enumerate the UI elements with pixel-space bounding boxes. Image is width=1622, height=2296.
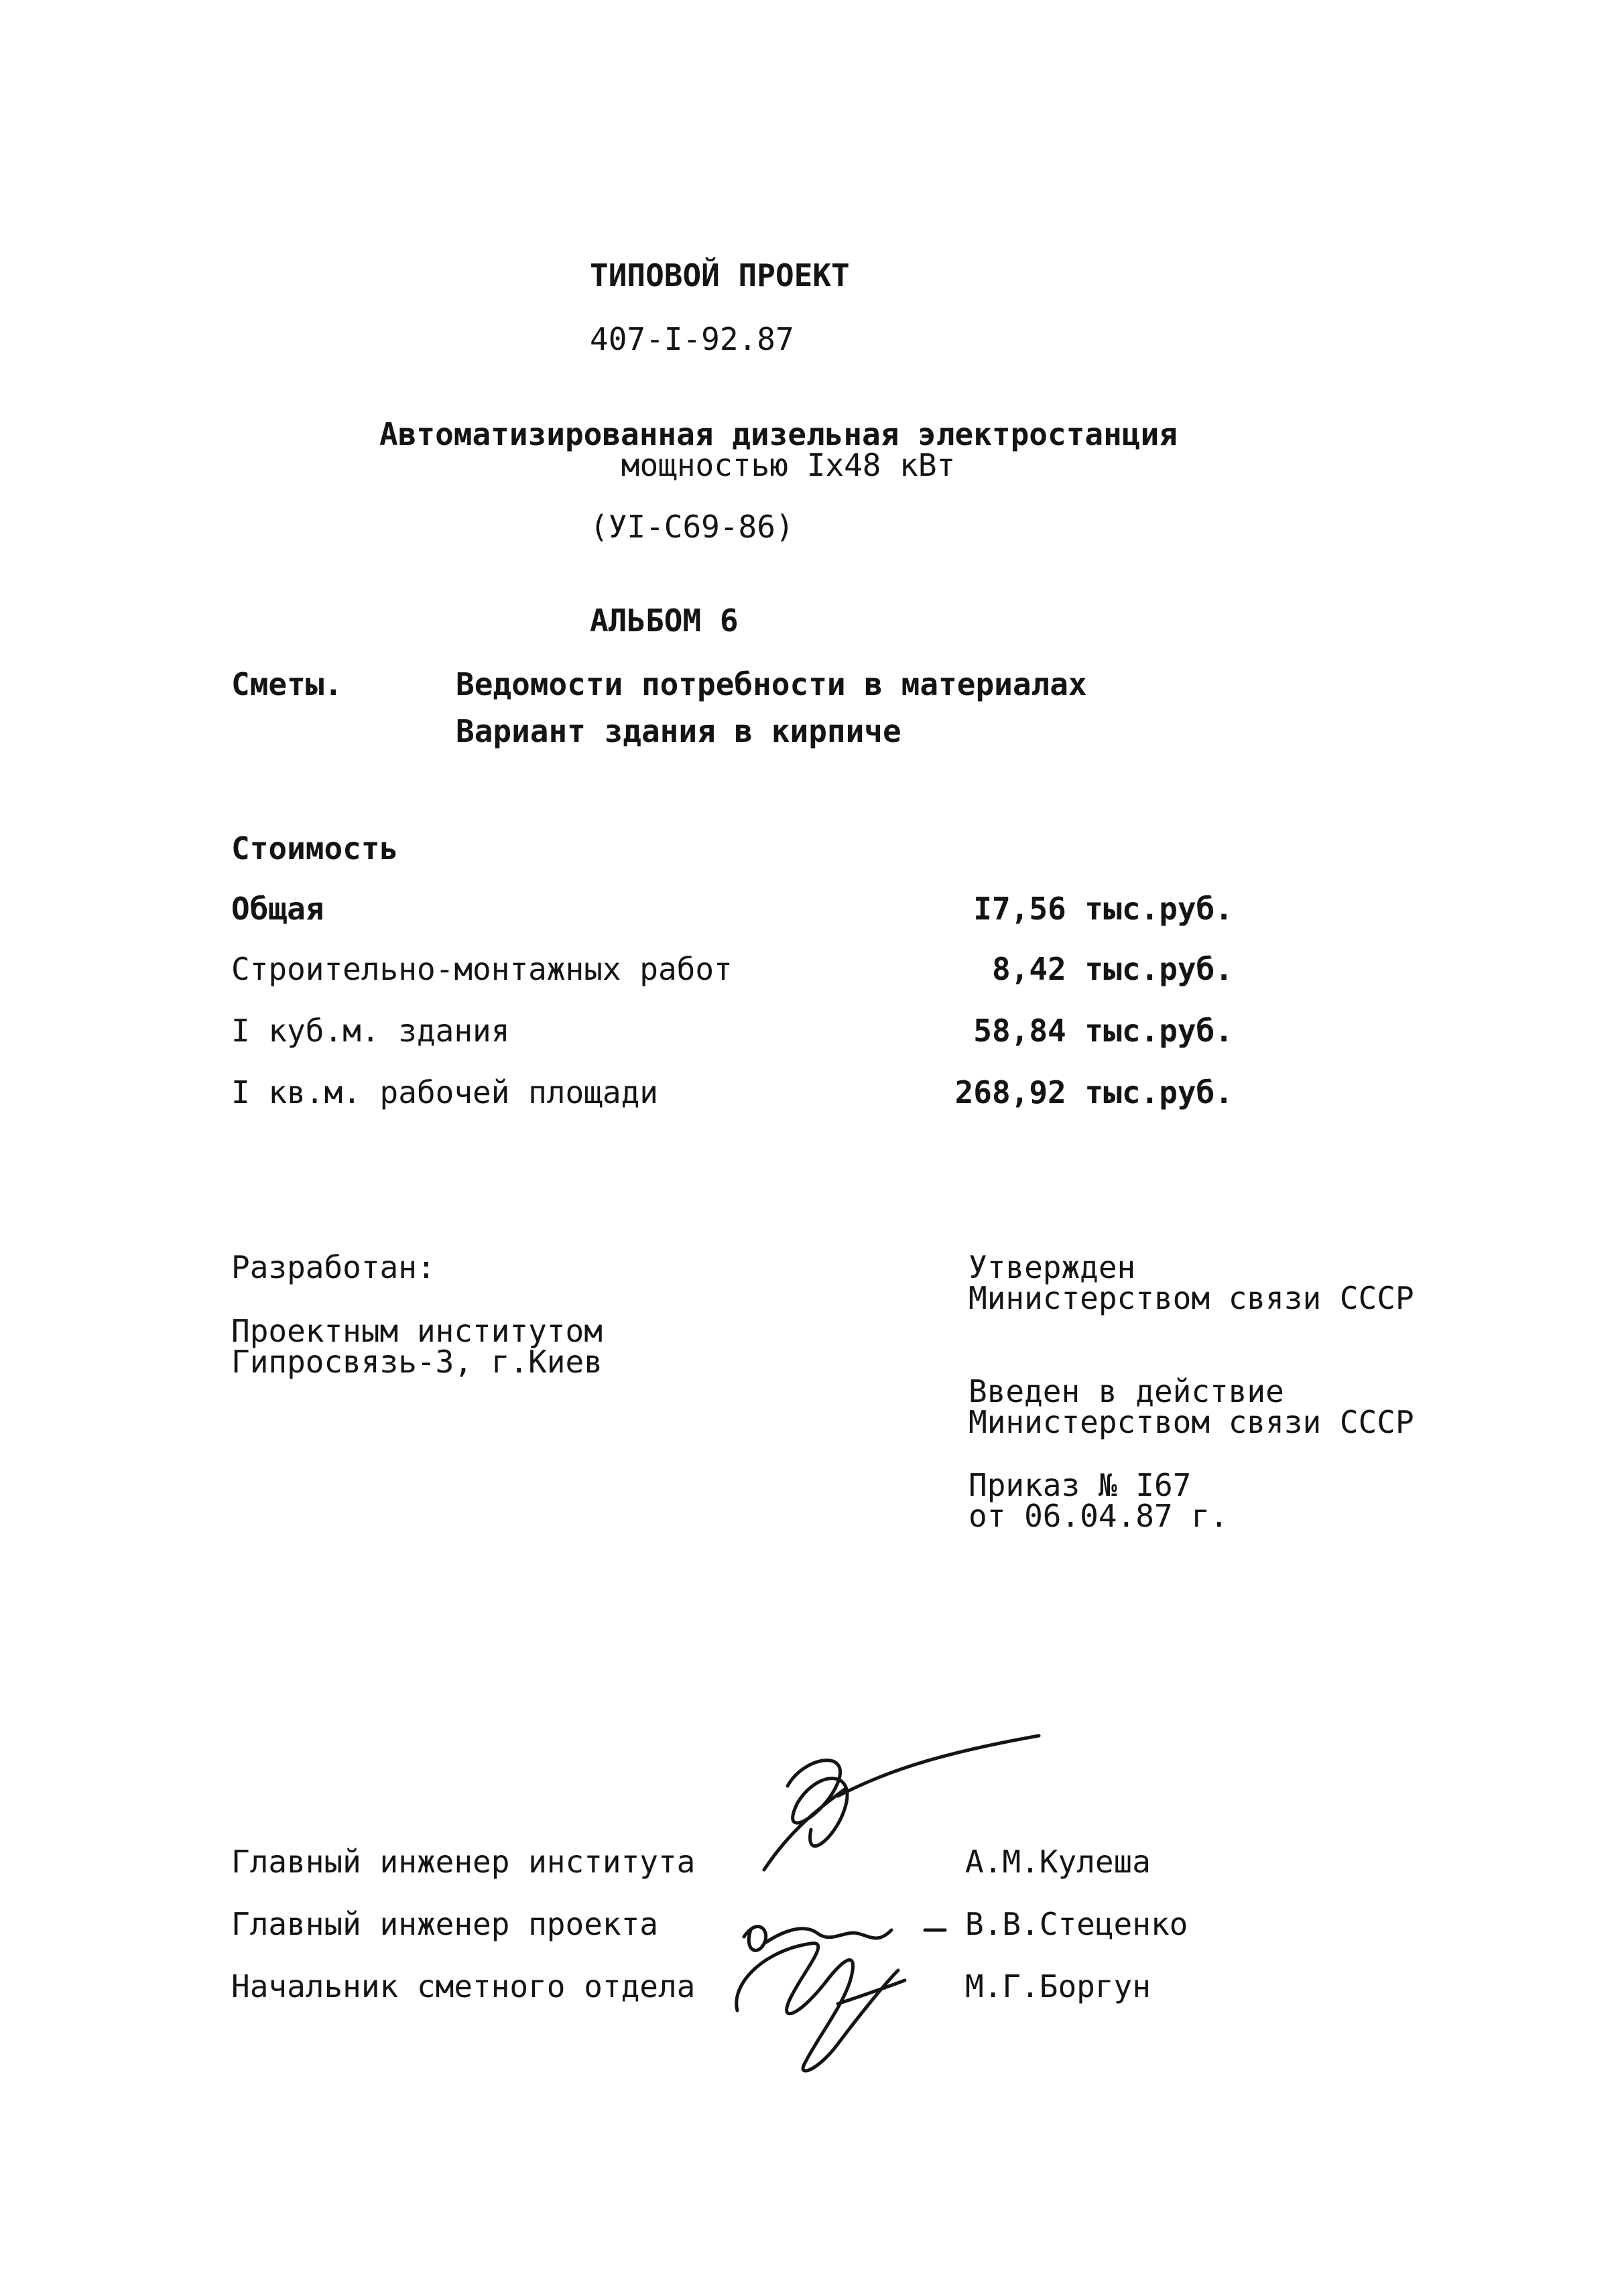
cost-row-value: 58,84 тыс.руб. <box>973 1013 1233 1049</box>
handwritten-signatures <box>724 1729 1072 2091</box>
developer-label: Разработан: <box>231 1249 436 1285</box>
signature-stroke <box>744 1927 945 1951</box>
signature-stroke <box>737 1943 905 2071</box>
order-line-2: от 06.04.87 г. <box>969 1498 1229 1534</box>
document-type: ТИПОВОЙ ПРОЕКТ <box>590 257 850 294</box>
cost-row-value: 8,42 тыс.руб. <box>991 951 1233 987</box>
signature-role: Начальник сметного отдела <box>231 1968 696 2004</box>
signature-name: В.В.Стеценко <box>965 1906 1188 1942</box>
cost-row-label: I кв.м. рабочей площади <box>231 1074 658 1110</box>
signature-name: А.М.Кулеша <box>965 1844 1151 1880</box>
approved-line-1: Утвержден <box>969 1249 1136 1285</box>
enacted-line-2: Министерством связи СССР <box>969 1404 1414 1440</box>
project-title-line-1: Автоматизированная дизельная электростанция <box>379 416 1178 452</box>
order-line-1: Приказ № I67 <box>969 1467 1192 1503</box>
cost-row-value: 268,92 тыс.руб. <box>954 1074 1233 1110</box>
album-number: АЛЬБОМ 6 <box>590 602 739 639</box>
cost-row-label: I куб.м. здания <box>231 1013 510 1049</box>
document-number: 407-I-92.87 <box>590 321 794 357</box>
section-label: Сметы. <box>231 666 343 702</box>
section-title-line-2: Вариант здания в кирпиче <box>456 713 901 749</box>
cost-row-value: I7,56 тыс.руб. <box>973 891 1233 927</box>
signature-name: М.Г.Боргун <box>965 1968 1151 2004</box>
signature-role: Главный инженер проекта <box>231 1906 658 1942</box>
signature-stroke <box>764 1736 1039 1870</box>
approved-line-2: Министерством связи СССР <box>969 1280 1414 1316</box>
cost-heading: Стоимость <box>231 830 399 867</box>
project-title-line-2: мощностью Iх48 кВт <box>621 447 956 483</box>
developer-line-1: Проектным институтом <box>231 1313 603 1349</box>
section-title-line-1: Ведомости потребности в материалах <box>456 666 1087 702</box>
project-code: (УI-С69-86) <box>590 509 794 545</box>
signature-role: Главный инженер института <box>231 1844 696 1880</box>
cost-row-label: Общая <box>231 891 324 927</box>
developer-line-2: Гипросвязь-3, г.Киев <box>231 1344 603 1380</box>
enacted-line-1: Введен в действие <box>969 1373 1284 1409</box>
cost-row-label: Строительно-монтажных работ <box>231 951 733 987</box>
